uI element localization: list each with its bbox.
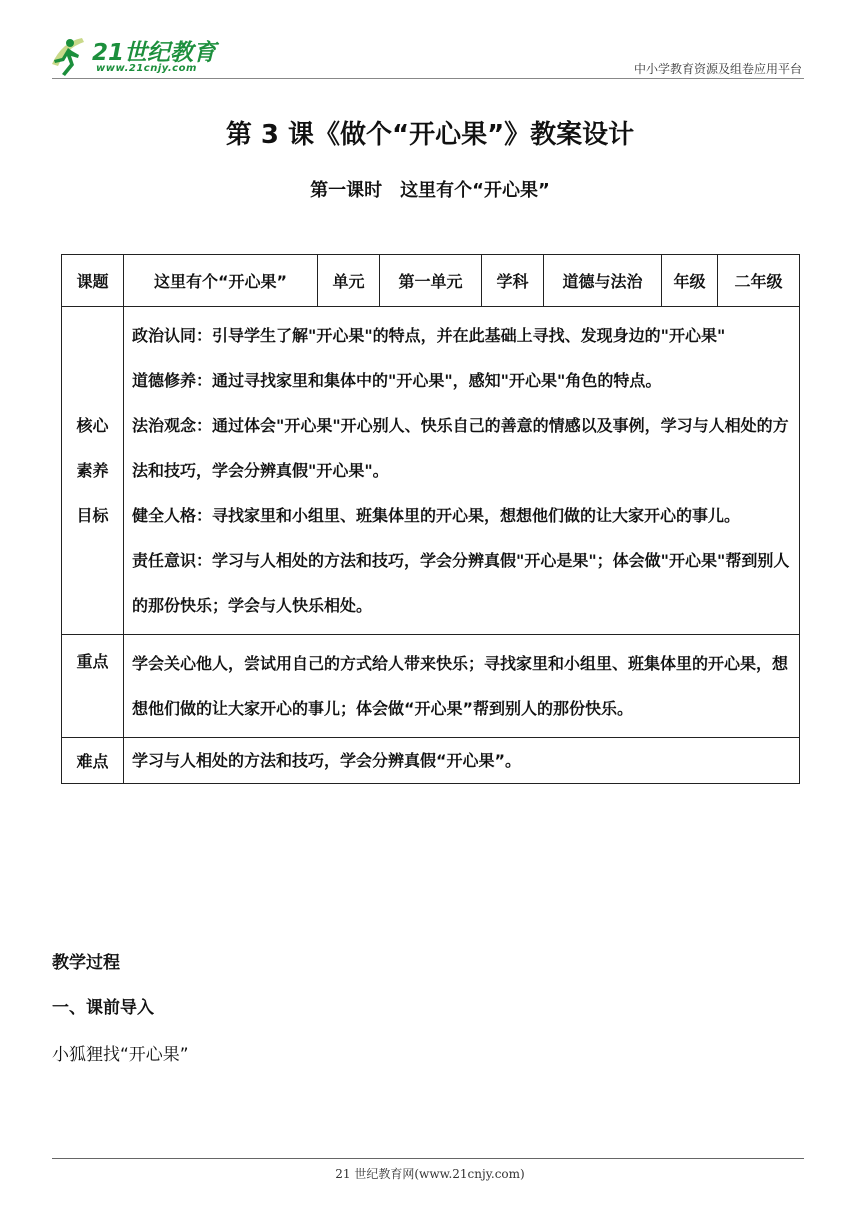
subject-label: 学科 xyxy=(482,255,544,307)
runner-logo-icon xyxy=(48,34,88,78)
table-header-row xyxy=(62,255,800,307)
key-point-row xyxy=(62,635,800,738)
subject-value: 道德与法治 xyxy=(544,255,662,307)
teaching-process-heading: 教学过程 xyxy=(52,953,120,973)
core-label-line: 素养 xyxy=(76,461,109,480)
header-divider xyxy=(52,78,804,79)
document-title: 第 3 课《做个“开心果”》教案设计 xyxy=(225,120,635,150)
topic-label: 课题 xyxy=(62,255,124,307)
document-subtitle: 第一课时 这里有个“开心果” xyxy=(310,180,550,201)
core-literacy-label xyxy=(62,307,124,635)
grade-value: 二年级 xyxy=(718,255,800,307)
grade-label: 年级 xyxy=(662,255,718,307)
lesson-plan-table xyxy=(61,254,800,784)
core-literacy-content xyxy=(124,307,800,635)
core-label-line: 目标 xyxy=(76,506,109,525)
core-item: 责任意识：学习与人相处的方法和技巧，学会分辨真假"开心是果"；体会做"开心果"帮到别人的那份快乐；学会与人快乐相处。 xyxy=(132,551,790,615)
page-footer[interactable]: 21 世纪教育网(www.21cnjy.com) xyxy=(335,1167,525,1181)
platform-tagline: 中小学教育资源及组卷应用平台 xyxy=(633,62,802,76)
core-literacy-row xyxy=(62,307,800,635)
difficulty-row xyxy=(62,738,800,784)
unit-label: 单元 xyxy=(318,255,380,307)
topic-value: 这里有个“开心果” xyxy=(124,255,318,307)
site-logo[interactable] xyxy=(48,32,238,80)
logo-wordmark: 21世纪教育 xyxy=(92,40,217,66)
core-label-line: 核心 xyxy=(76,416,109,435)
core-item: 政治认同：引导学生了解"开心果"的特点，并在此基础上寻找、发现身边的"开心果" xyxy=(132,326,726,345)
body-text: 小狐狸找“开心果” xyxy=(52,1045,189,1065)
core-item: 法治观念：通过体会"开心果"开心别人、快乐自己的善意的情感以及事例，学习与人相处的方法和技巧，学会分辨真假"开心果"。 xyxy=(132,416,789,480)
core-item: 道德修养：通过寻找家里和集体中的"开心果"，感知"开心果"角色的特点。 xyxy=(132,371,662,390)
difficulty-label: 难点 xyxy=(62,738,124,784)
key-point-content: 学会关心他人，尝试用自己的方式给人带来快乐；寻找家里和小组里、班集体里的开心果，想想他们做的让大家开心的事儿；体会做“开心果”帮到别人的那份快乐。 xyxy=(124,635,800,738)
section-heading: 一、课前导入 xyxy=(52,998,154,1018)
logo-url: www.21cnjy.com xyxy=(96,63,197,74)
unit-value: 第一单元 xyxy=(380,255,482,307)
page-header xyxy=(0,0,860,90)
footer-divider xyxy=(52,1158,804,1159)
difficulty-content: 学习与人相处的方法和技巧，学会分辨真假“开心果”。 xyxy=(124,738,800,784)
key-point-label: 重点 xyxy=(62,635,124,738)
core-item: 健全人格：寻找家里和小组里、班集体里的开心果，想想他们做的让大家开心的事儿。 xyxy=(132,506,741,525)
